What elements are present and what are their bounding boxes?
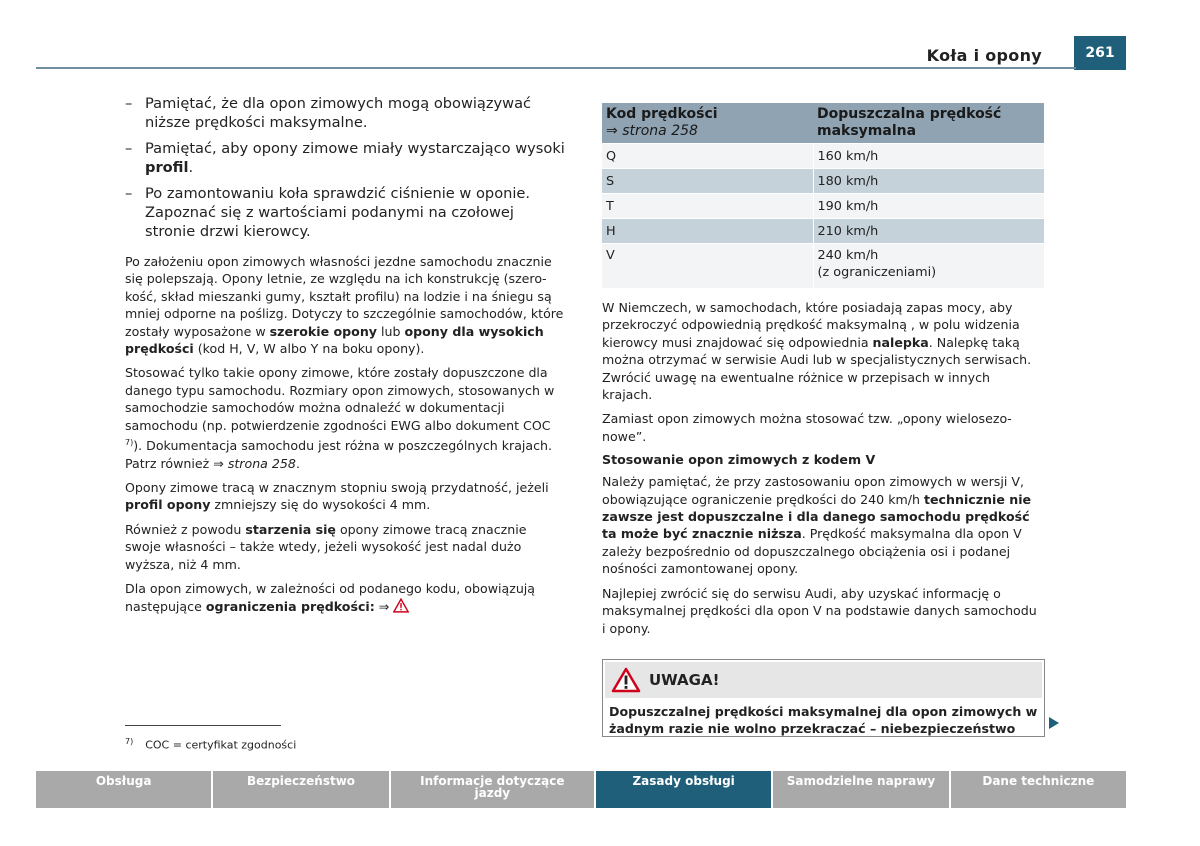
page-number: 261 bbox=[1074, 36, 1126, 70]
bold-term: profil bbox=[145, 159, 189, 176]
paragraph: Stosować tylko takie opony zimowe, które zostały dopuszczone dla danego typu samochodu. Rozmiary opon zimowych, stosowanych w samochodzie samochodów można odnaleźć w dokumentacji samochodu (np. potwierdzenie zgodności EWG albo dokument COC $^{7)}$). Dokumentacja samochodu jest różna w poszczególnych krajach. Patrz również ⇒ strona 258. bbox=[125, 365, 555, 471]
bullet-item: – Po zamontowaniu koła sprawdzić ciśnienie w oponie. Zapoznać się z wartościami podanymi na czołowej stronie drzwi kierowcy. bbox=[125, 185, 531, 240]
nav-tab-samodzielne-naprawy[interactable]: Samodzielne naprawy bbox=[773, 771, 948, 808]
paragraph: Opony zimowe tracą w znacznym stopniu swoją przydatność, jeżeli profil opony zmniejszy się do wysokości 4 mm. bbox=[125, 480, 549, 513]
speed-cell: 190 km/h bbox=[813, 194, 1044, 219]
speed-cell: 180 km/h bbox=[813, 169, 1044, 194]
bold-term: profil opony bbox=[125, 497, 211, 513]
continue-arrow-icon[interactable] bbox=[1048, 716, 1060, 730]
code-cell: Q bbox=[602, 144, 813, 169]
code-cell: T bbox=[602, 194, 813, 219]
warning-box bbox=[602, 659, 1045, 737]
footnote-divider bbox=[125, 725, 281, 726]
page-reference-link[interactable]: strona 258 bbox=[622, 123, 698, 139]
table-row bbox=[602, 244, 1044, 289]
warning-triangle-icon[interactable] bbox=[393, 598, 409, 613]
bottom-nav bbox=[36, 771, 1126, 808]
code-cell: H bbox=[602, 219, 813, 244]
paragraph: Należy pamiętać, że przy zastosowaniu opon zimowych w wersji V, obowiązujące ograniczenie prędkości do 240 km/h technicznie nie zawsze jest dopuszczalne i dla danego samochodu prędkość ta może być znacznie niższa. Prędkość maksymalna dla opon V zależy bezpośrednio od dopuszczalnego obciążenia osi i podanej nośności zamontowanej opony. bbox=[602, 474, 1032, 577]
arrow-symbol: ⇒ bbox=[213, 455, 224, 471]
warning-text: Dopuszczalnej prędkości maksymalnej dla opon zimowych w żadnym razie nie wolno przekraczać – niebezpieczeństwo bbox=[609, 704, 1038, 736]
paragraph: Po założeniu opon zimowych własności jezdne samochodu znacznie się polepszają. Opony letnie, ze względu na ich konstrukcję (szerokość, skład mieszanki gumy, kształt profilu) na lodzie i na śniegu są mniej odporne na poślizg. Dotyczy to szczególnie samochodów, które zostały wyposażone w szerokie opony lub opony dla wysokich prędkości (kod H, V, W albo Y na boku opony). bbox=[125, 254, 564, 357]
warning-header bbox=[605, 662, 1042, 698]
page-reference-link[interactable]: strona 258 bbox=[227, 455, 296, 471]
subheading: Stosowanie opon zimowych z kodem V bbox=[602, 452, 876, 468]
right-column bbox=[602, 103, 1044, 644]
bold-term: szerokie opony bbox=[269, 323, 377, 339]
paragraph: Zamiast opon zimowych można stosować tzw. „opony wielosezonowe”. bbox=[602, 411, 1012, 444]
arrow-symbol: ⇒ bbox=[606, 123, 618, 139]
section-title: Koła i opony bbox=[926, 46, 1042, 65]
bullet-list bbox=[125, 94, 565, 241]
table-row bbox=[602, 194, 1044, 219]
code-cell: V bbox=[602, 244, 813, 289]
paragraph: Również z powodu starzenia się opony zimowe tracą znacznie swoje własności – także wtedy, jeżeli wysokość jest nadal dużo wyższa, niż 4 mm. bbox=[125, 521, 527, 572]
nav-tab-bezpieczenstwo[interactable]: Bezpieczeństwo bbox=[213, 771, 388, 808]
warning-triangle-icon bbox=[611, 667, 641, 693]
nav-tab-zasady-obslugi[interactable]: Zasady obsługi bbox=[596, 771, 771, 808]
left-column bbox=[125, 94, 565, 622]
bold-term: technicznie nie zawsze jest dopuszczalne i dla danego samochodu prędkość ta może być znacznie niższa bbox=[602, 491, 1032, 542]
nav-tab-dane-techniczne[interactable]: Dane techniczne bbox=[951, 771, 1126, 808]
speed-cell: 210 km/h bbox=[813, 219, 1044, 244]
footnote-ref[interactable]: 7) bbox=[125, 438, 134, 448]
footnote-text: COC = certyfikat zgodności bbox=[145, 738, 297, 752]
speed-table bbox=[602, 103, 1044, 288]
table-header-code: Kod prędkości ⇒ strona 258 bbox=[602, 103, 813, 144]
bold-term: opony dla wysokich prędkości bbox=[125, 323, 544, 357]
bullet-item: – Pamiętać, aby opony zimowe miały wystarczająco wysoki profil. bbox=[125, 140, 565, 176]
footnote bbox=[125, 737, 296, 752]
header-divider bbox=[36, 67, 1076, 69]
nav-tab-informacje[interactable]: Informacje dotyczące jazdy bbox=[391, 771, 594, 808]
footnote-mark: 7) bbox=[125, 737, 134, 746]
speed-cell: 240 km/h (z ograniczeniami) bbox=[813, 244, 1044, 289]
arrow-symbol: ⇒ bbox=[378, 598, 390, 614]
code-cell: S bbox=[602, 169, 813, 194]
table-row bbox=[602, 219, 1044, 244]
speed-cell: 160 km/h bbox=[813, 144, 1044, 169]
speed-note: (z ograniczeniami) bbox=[817, 265, 937, 280]
table-row bbox=[602, 169, 1044, 194]
bullet-item: – Pamiętać, że dla opon zimowych mogą obowiązywać niższe prędkości maksymalne. bbox=[125, 95, 532, 131]
bold-term: nalepka bbox=[872, 334, 929, 350]
paragraph: Najlepiej zwrócić się do serwisu Audi, aby uzyskać informację o maksymalnej prędkości dla opon V na podstawie danych samochodu i opony. bbox=[602, 585, 1037, 636]
paragraph: W Niemczech, w samochodach, które posiadają zapas mocy, aby przekroczyć odpowiednią prędkość maksymalną , w polu widzenia kierowcy musi znajdować się odpowiednia nalepka. Nalepkę taką można otrzymać w serwisie Audi lub w specjalistycznych serwisach. Zwrócić uwagę na ewentualne różnice w przepisach w innych krajach. bbox=[602, 300, 1032, 403]
warning-title: UWAGA! bbox=[649, 671, 720, 689]
bold-term: starzenia się bbox=[245, 521, 336, 537]
bold-term: ograniczenia prędkości: bbox=[205, 598, 375, 614]
nav-tab-obsluga[interactable]: Obsługa bbox=[36, 771, 211, 808]
table-header-speed: Dopuszczalna prędkość maksymalna bbox=[813, 103, 1044, 144]
table-header-row bbox=[602, 103, 1044, 144]
table-row bbox=[602, 144, 1044, 169]
paragraph: Dla opon zimowych, w zależności od podanego kodu, obowiązują następujące ograniczenia prędkości: ⇒ bbox=[125, 581, 536, 614]
